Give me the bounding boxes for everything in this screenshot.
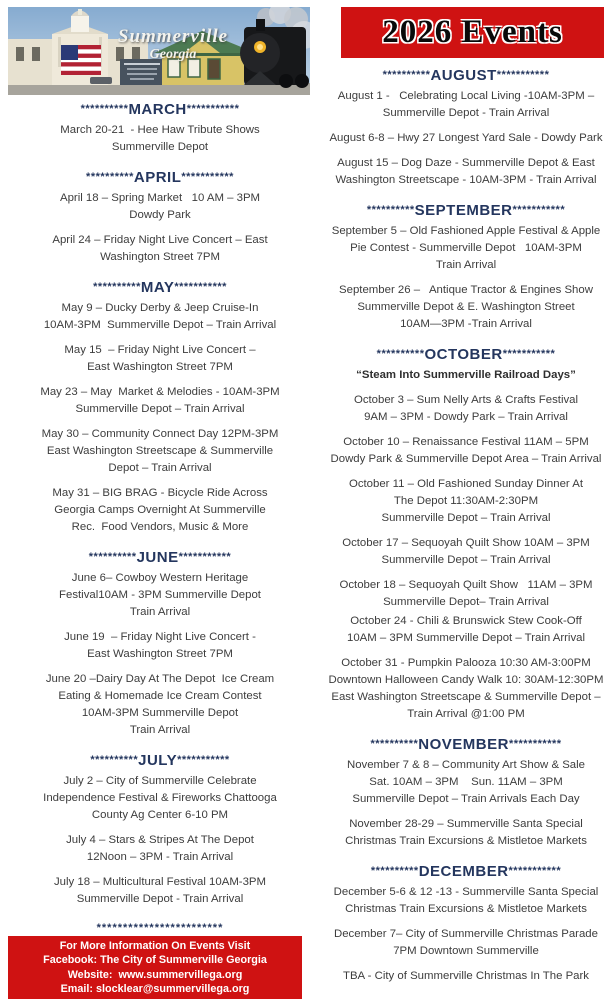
event-line: Summerville Depot– Train Arrival [383, 596, 549, 608]
event [4, 874, 316, 908]
footer-line: Email: slocklear@summervillega.org [60, 983, 250, 995]
parked-car [90, 77, 112, 84]
event-line: June 6– Cowboy Western Heritage [71, 572, 249, 584]
event-line: November 7 & 8 – Community Art Show & Sale [346, 759, 586, 771]
event-line: October 3 – Sum Nelly Arts & Crafts Festival [353, 394, 579, 406]
photo-caption-line2: Georgia [149, 47, 197, 62]
photo-collage-art [8, 7, 310, 95]
asterisks-right: *********** [508, 865, 562, 877]
event [322, 884, 610, 918]
event-line: Summerville Depot & E. Washington Street [357, 301, 575, 313]
photo-caption-line1: Summerville [117, 26, 229, 47]
event-line: September 5 – Old Fashioned Apple Festival & Apple [331, 225, 601, 237]
event [4, 773, 316, 824]
event [322, 816, 610, 850]
month-name: MAY [140, 279, 175, 296]
event-line: Christmas Train Excursions & Mistletoe Markets [345, 835, 587, 847]
event-line: Depot – Train Arrival [108, 462, 212, 474]
event-line: 10AM – 3PM Summerville Depot – Train Arrival [346, 632, 586, 644]
event [4, 485, 316, 536]
event-line: May 15 – Friday Night Live Concert – [64, 344, 256, 356]
event-line: December 7– City of Summerville Christmas Parade [334, 928, 598, 940]
event-line: “Steam Into Summerville Railroad Days” [356, 369, 576, 381]
event-line: May 31 – BIG BRAG - Bicycle Ride Across [52, 487, 268, 499]
asterisks-left: ********** [88, 551, 137, 563]
event-line: June 20 –Dairy Day At The Depot Ice Cream [45, 673, 275, 685]
footer-info-box [8, 936, 302, 999]
event [4, 300, 316, 334]
event-line: November 28-29 – Summerville Santa Special [349, 818, 583, 830]
event [4, 426, 316, 477]
event-line: October 10 – Renaissance Festival 11AM – 5PM [343, 436, 589, 448]
event-line: Summerville Depot [111, 141, 209, 153]
asterisks-right: *********** [512, 204, 566, 216]
event [322, 282, 610, 333]
event-line: September 26 – Antique Tractor & Engines Show [339, 284, 593, 296]
event-line: Summerville Depot - Train Arrival [382, 107, 550, 119]
event [322, 223, 610, 274]
asterisks-right: *********** [502, 348, 556, 360]
event-line: County Ag Center 6-10 PM [91, 809, 229, 821]
left-month-column [4, 96, 316, 916]
asterisk-divider: ************************ [96, 922, 224, 934]
event-line: April 24 – Friday Night Live Concert – East [52, 234, 268, 246]
month-name: SEPTEMBER [414, 202, 513, 219]
event-line: Train Arrival [129, 724, 191, 736]
event-line: Washington Street 7PM [100, 251, 220, 263]
footer-line: Website: www.summervillega.org [67, 968, 243, 981]
event [4, 671, 316, 739]
event-line: Summerville Depot – Train Arrival [75, 403, 245, 415]
event [322, 577, 610, 611]
month-name: OCTOBER [424, 346, 503, 363]
event-line: 7PM Downtown Summerville [393, 945, 539, 957]
event-line: 9AM – 3PM - Dowdy Park – Train Arrival [364, 411, 568, 423]
month-header-december [322, 858, 610, 884]
month-name: JULY [138, 752, 178, 769]
month-header-august [322, 62, 610, 88]
event-line: Summerville Depot – Train Arrival [381, 512, 551, 524]
event [322, 613, 610, 647]
asterisks-left: ********** [93, 281, 141, 293]
event-line: October 18 – Sequoyah Quilt Show 11AM – 3PM [339, 579, 593, 591]
event [322, 655, 610, 723]
event-line: Summerville Depot - Train Arrival [76, 893, 244, 905]
event [322, 155, 610, 189]
event [322, 392, 610, 426]
asterisks-left: ********** [80, 103, 129, 115]
event [4, 832, 316, 866]
event-line: East Washington Street 7PM [87, 361, 233, 373]
event-line: East Washington Streetscape & Summerville [46, 445, 274, 457]
event-line: March 20-21 - Hee Haw Tribute Shows [60, 124, 260, 136]
event-line: Festival10AM - 3PM Summerville Depot [59, 589, 261, 601]
event [4, 232, 316, 266]
footer-line: For More Information On Events Visit [59, 939, 251, 952]
footer-line: Facebook: The City of Summerville Georgia [43, 954, 267, 966]
event-line: May 23 – May Market & Melodies - 10AM-3PM [40, 386, 280, 398]
event-line: Downtown Halloween Candy Walk 10: 30AM-12:30PM [328, 674, 604, 686]
event-line: Christmas Train Excursions & Mistletoe Markets [345, 903, 587, 915]
event [322, 968, 610, 985]
asterisks-left: ********** [370, 865, 419, 877]
event-line: August 6-8 – Hwy 27 Longest Yard Sale - Dowdy Park [329, 132, 603, 144]
event-line: Train Arrival [435, 259, 497, 271]
month-header-april [4, 164, 316, 190]
asterisks-right: *********** [177, 754, 230, 766]
event [322, 535, 610, 569]
event-line: July 2 – City of Summerville Celebrate [63, 775, 257, 787]
month-name: MARCH [128, 101, 187, 118]
event-line: July 18 – Multicultural Festival 10AM-3PM [53, 876, 267, 888]
event-line: Eating & Homemade Ice Cream Contest [58, 690, 262, 702]
month-header-november [322, 731, 610, 757]
event [322, 926, 610, 960]
event-line: October 17 – Sequoyah Quilt Show 10AM – 3PM [342, 537, 590, 549]
event [4, 122, 316, 156]
event [4, 629, 316, 663]
event-line: The Depot 11:30AM-2:30PM [393, 495, 539, 507]
event-line: Pie Contest - Summerville Depot 10AM-3PM [350, 242, 582, 254]
month-header-june [4, 544, 316, 570]
event-line: Dowdy Park [129, 209, 191, 221]
right-month-column [322, 62, 610, 993]
asterisks-right: *********** [174, 281, 227, 293]
event-line: 10AM—3PM -Train Arrival [400, 318, 532, 330]
event-line: May 9 – Ducky Derby & Jeep Cruise-In [61, 302, 259, 314]
event-line: October 24 - Chili & Brunswick Stew Cook-Off [350, 615, 582, 627]
event-line: June 19 – Friday Night Live Concert - [64, 631, 256, 643]
asterisks-right: *********** [178, 551, 232, 563]
photo-collage [8, 7, 310, 95]
event-line: Sat. 10AM – 3PM Sun. 11AM – 3PM [369, 776, 563, 788]
event-line: October 11 – Old Fashioned Sunday Dinner At [348, 478, 584, 490]
event-line: Georgia Camps Overnight At Summerville [54, 504, 266, 516]
event-line: Train Arrival [129, 606, 191, 618]
event-line: Dowdy Park & Summerville Depot Area – Train Arrival [330, 453, 602, 465]
event-line: Summerville Depot – Train Arrival [381, 554, 551, 566]
event [4, 384, 316, 418]
event-line: TBA - City of Summerville Christmas In The Park [342, 970, 590, 982]
month-header-september [322, 197, 610, 223]
event-line: April 18 – Spring Market 10 AM – 3PM [59, 192, 261, 204]
event [322, 476, 610, 527]
event-line: August 1 - Celebrating Local Living -10AM-3PM – [337, 90, 595, 102]
event [4, 570, 316, 621]
month-header-july [4, 747, 316, 773]
asterisks-left: ********** [382, 69, 431, 81]
event-line: 10AM-3PM Summerville Depot [81, 707, 239, 719]
month-header-october [322, 341, 610, 367]
month-name: JUNE [136, 549, 179, 566]
month-name: AUGUST [430, 67, 497, 84]
event-line: East Washington Streetscape & Summerville Depot – [331, 691, 601, 703]
event-line: October 31 - Pumpkin Palooza 10:30 AM-3:00PM [341, 657, 591, 669]
event [322, 367, 610, 384]
asterisks-right: *********** [508, 738, 562, 750]
event-line: 10AM-3PM Summerville Depot – Train Arrival [43, 319, 277, 331]
event-line: Independence Festival & Fireworks Chattooga [43, 792, 277, 804]
asterisks-right: *********** [186, 103, 240, 115]
event-line: May 30 – Community Connect Day 12PM-3PM [41, 428, 279, 440]
year-banner-title: 2026 Events [382, 14, 563, 50]
event-line: July 4 – Stars & Stripes At The Depot [66, 834, 254, 846]
asterisks-right: *********** [496, 69, 550, 81]
month-name: APRIL [133, 169, 182, 186]
event [322, 88, 610, 122]
asterisks-left: ********** [90, 754, 139, 766]
month-header-march [4, 96, 316, 122]
year-banner [341, 7, 604, 58]
event-line: August 15 – Dog Daze - Summerville Depot & East [337, 157, 595, 169]
event-line: East Washington Street 7PM [87, 648, 233, 660]
event [322, 130, 610, 147]
event-line: 12Noon – 3PM - Train Arrival [86, 851, 234, 863]
month-name: NOVEMBER [418, 736, 509, 753]
american-flag [61, 45, 101, 75]
event [322, 757, 610, 808]
asterisks-left: ********** [370, 738, 419, 750]
event [4, 190, 316, 224]
event-line: December 5-6 & 12 -13 - Summerville Santa Special [333, 886, 599, 898]
asterisks-left: ********** [376, 348, 425, 360]
month-header-may [4, 274, 316, 300]
historic-marker-sign [120, 59, 164, 85]
event-line: Washington Streetscape - 10AM-3PM - Train Arrival [335, 174, 597, 186]
asterisks-left: ********** [86, 171, 134, 183]
event-line: Summerville Depot – Train Arrivals Each Day [352, 793, 580, 805]
asterisks-right: *********** [181, 171, 234, 183]
event [322, 434, 610, 468]
event-line: Rec. Food Vendors, Music & More [71, 521, 249, 533]
month-name: DECEMBER [418, 863, 509, 880]
event [4, 342, 316, 376]
asterisks-left: ********** [366, 204, 415, 216]
event-line: Train Arrival @1:00 PM [407, 708, 525, 720]
